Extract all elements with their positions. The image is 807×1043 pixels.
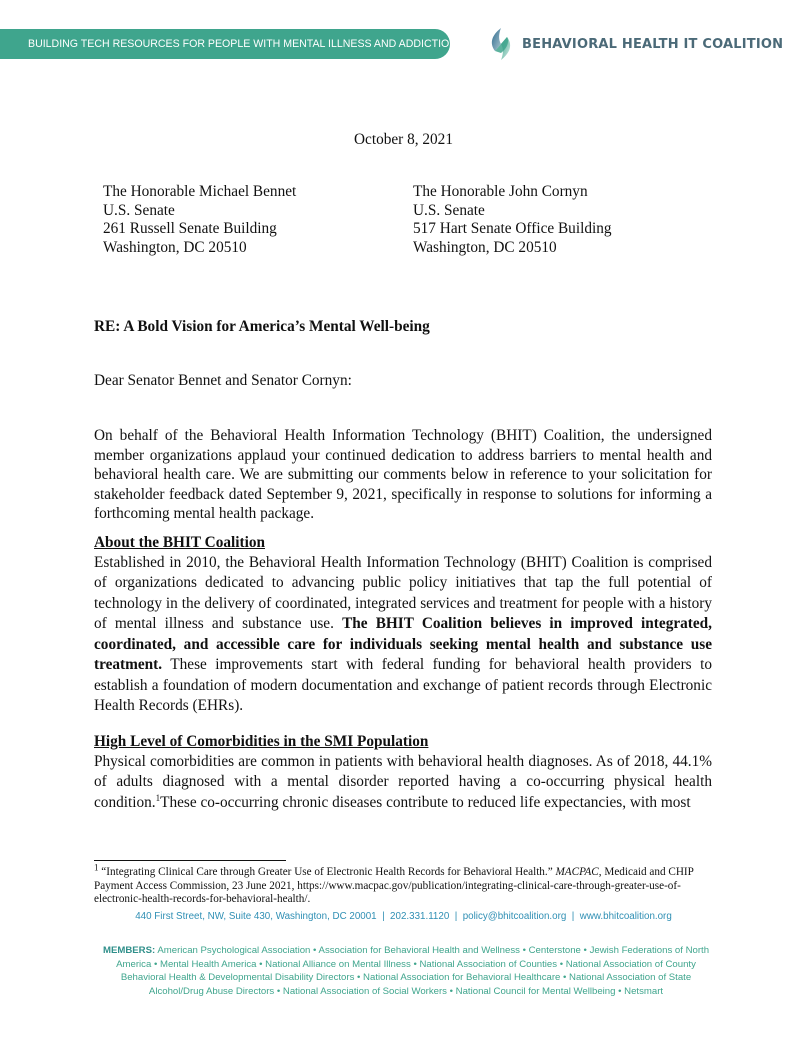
coalition-logo [486, 27, 783, 61]
members-label: MEMBERS: [102, 945, 156, 956]
salutation: Dear Senator Bennet and Senator Cornyn: [94, 372, 352, 389]
address-line: Washington, DC 20510 [103, 238, 247, 256]
address-line: Washington, DC 20510 [413, 238, 557, 256]
section-heading: High Level of Comorbidities in the SMI Population [94, 733, 429, 750]
footnote-reference[interactable]: 1 [155, 792, 161, 803]
body-text: Established in 2010, the Behavioral Health Information Technology (BHIT) Coalition is comprised of organizations dedicated to advancing public policy initiatives that tap the full potential of technology in the delivery of coordinated, integrated services and treatment for people with a history of mental illness and substance use. [94, 553, 712, 632]
section-comorbidities [94, 733, 712, 813]
body-emphasis: The BHIT Coalition believes in improved integrated, coordinated, and accessible care for individuals seeking mental health and substance use treatment. [94, 615, 712, 673]
intro-paragraph: On behalf of the Behavioral Health Information Technology (BHIT) Coalition, the undersigned member organizations applaud your continued dedication to address barriers to mental health and behavioral health care. We are submitting our comments below in reference to your solicitation for stakeholder feedback dated September 9, 2021, specifically in response to solutions for informing a forthcoming mental health package. [94, 427, 712, 522]
subject-line: RE: A Bold Vision for America’s Mental Well-being [94, 318, 430, 335]
members-list [95, 944, 717, 998]
footnote-number: 1 [94, 862, 99, 873]
members-text: American Psychological Association • Association for Behavioral Health and Wellness • Centerstone • Jewish Federations of North America • Mental Health America • National Alliance on Mental Illness • National Association of Counties • National Association of County Behavioral Health & Developmental Disability Directors • National Association for Behavioral Healthcare • National Association of State Alcohol/Drug Abuse Directors • National Association of Social Workers • National Council for Mental Wellbeing • Netsmart [116, 945, 710, 997]
footnote-divider [94, 860, 286, 861]
section-body [94, 553, 712, 717]
footnote-text: , Medicaid and CHIP Payment Access Commission, 23 June 2021, https://www.macpac.gov/publication/integrating-clinical-care-through-greater-use-of-electronic-health-records-for-behavioral-health/. [94, 866, 694, 905]
letter-date: October 8, 2021 [354, 131, 453, 148]
footnote-text: “Integrating Clinical Care through Greater Use of Electronic Health Records for Behavioral Health.” [98, 866, 556, 878]
address-line: U.S. Senate [413, 201, 485, 219]
address-line: 261 Russell Senate Building [103, 220, 277, 237]
address-line: The Honorable John Cornyn [413, 183, 588, 200]
contact-info: 440 First Street, NW, Suite 430, Washington, DC 20001 | 202.331.1120 | policy@bhitcoalition.org | www.bhitcoalition.org [135, 911, 672, 922]
address-line: U.S. Senate [103, 201, 175, 219]
section-body [94, 752, 712, 814]
address-line: The Honorable Michael Bennet [103, 183, 297, 200]
body-text: These co-occurring chronic diseases contribute to reduced life expectancies, with most [160, 793, 691, 811]
section-about [94, 534, 712, 717]
body-text: Physical comorbidities are common in patients with behavioral health diagnoses. As of 2018, 44.1% of adults diagnosed with a mental disorder reported having a co-occurring physical health condition. [94, 752, 712, 811]
recipient-address-cornyn [413, 183, 612, 257]
logo-leaf-icon [486, 27, 516, 61]
section-heading: About the BHIT Coalition [94, 534, 265, 551]
address-line: 517 Hart Senate Office Building [413, 220, 612, 237]
footnote [94, 862, 714, 907]
tagline-banner: BUILDING TECH RESOURCES FOR PEOPLE WITH MENTAL ILLNESS AND ADDICTIONS [0, 29, 450, 59]
logo-text: BEHAVIORAL HEALTH IT COALITION [522, 36, 784, 52]
footnote-source: MACPAC [555, 866, 599, 878]
body-text: These improvements start with federal funding for behavioral health providers to establish a foundation of modern documentation and exchange of patient records through Electronic Health Records (EHRs). [94, 656, 712, 714]
recipient-address-bennet [103, 183, 296, 257]
